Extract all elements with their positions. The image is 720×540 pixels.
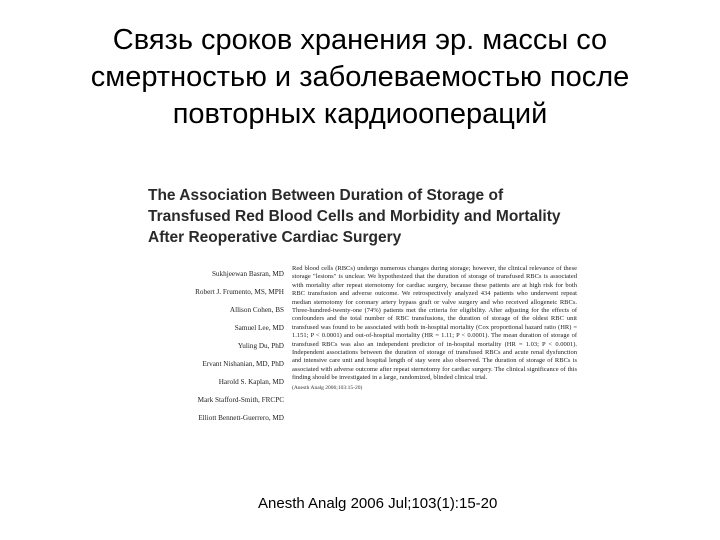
abstract-text: Red blood cells (RBCs) undergo numerous changes during storage; however, the clinical relevance of these storage "lesions" is unclear. We hypothesized that the duration of storage of transfused RBCs is associated with mortality after repeat sternotomy for cardiac surgery, because these patients are at high risk for both RBC transfusion and adverse outcome. We retrospectively analyzed 434 patients who underwent repeat median sternotomy for coronary artery bypass graft or valve surgery and who received allogeneic RBCs. Three-hundred-twenty-one (74%) patients met the criteria for eligibility. After adjusting for the effects of confounders and the total number of RBC transfusions, the duration of storage of the oldest RBC unit transfused was found to be associated with both in-hospital mortality (Cox proportional hazard ratio (HR) = 1.151; P < 0.0001) and out-of-hospital mortality (HR = 1.11; P < 0.0001). The mean duration of storage of transfused RBCs was also an independent predictor of in-hospital mortality (HR = 1.03; P < 0.0001). Independent associations between the duration of storage of transfused RBCs and acute renal dysfunction and intensive care unit and hospital length of stay were also observed. The duration of storage of RBCs is associated with adverse outcome after repeat sternotomy for cardiac surgery. The clinical significance of this finding should be investigated in a large, randomized, blinded clinical trial. [292, 265, 577, 382]
author-name: Mark Stafford-Smith, FRCPC [197, 396, 284, 404]
author-name: Harold S. Kaplan, MD [218, 378, 284, 386]
article-title-line-2: Transfused Red Blood Cells and Morbidity and Mortality [148, 208, 561, 225]
author-name: Ervant Nishanian, MD, PhD [202, 360, 284, 368]
abstract-reference: (Anesth Analg 2006;103:15-20) [292, 384, 363, 391]
article-title-line-1: The Association Between Duration of Storage of [148, 187, 504, 204]
author-name: Samuel Lee, MD [234, 324, 284, 332]
slide-title-line-2: смертностью и заболеваемостью после [90, 61, 630, 93]
citation: Anesth Analg 2006 Jul;103(1):15-20 [258, 495, 498, 512]
author-name: Sukhjeewan Basran, MD [211, 270, 284, 278]
article-abstract [292, 265, 577, 392]
author-name: Allison Cohen, BS [229, 306, 284, 314]
article-title-line-3: After Reoperative Cardiac Surgery [148, 229, 402, 246]
author-name: Elliott Bennett-Guerrero, MD [198, 414, 284, 422]
author-list [124, 265, 284, 427]
author-name: Yuling Du, PhD [237, 342, 284, 350]
article-excerpt-image [148, 185, 580, 435]
slide-title-line-3: повторных кардиоопераций [172, 98, 548, 130]
author-name: Robert J. Frumento, MS, MPH [195, 288, 284, 296]
article-title [148, 185, 580, 248]
slide-title [0, 22, 720, 133]
slide-title-line-1: Связь сроков хранения эр. массы со [112, 24, 608, 56]
